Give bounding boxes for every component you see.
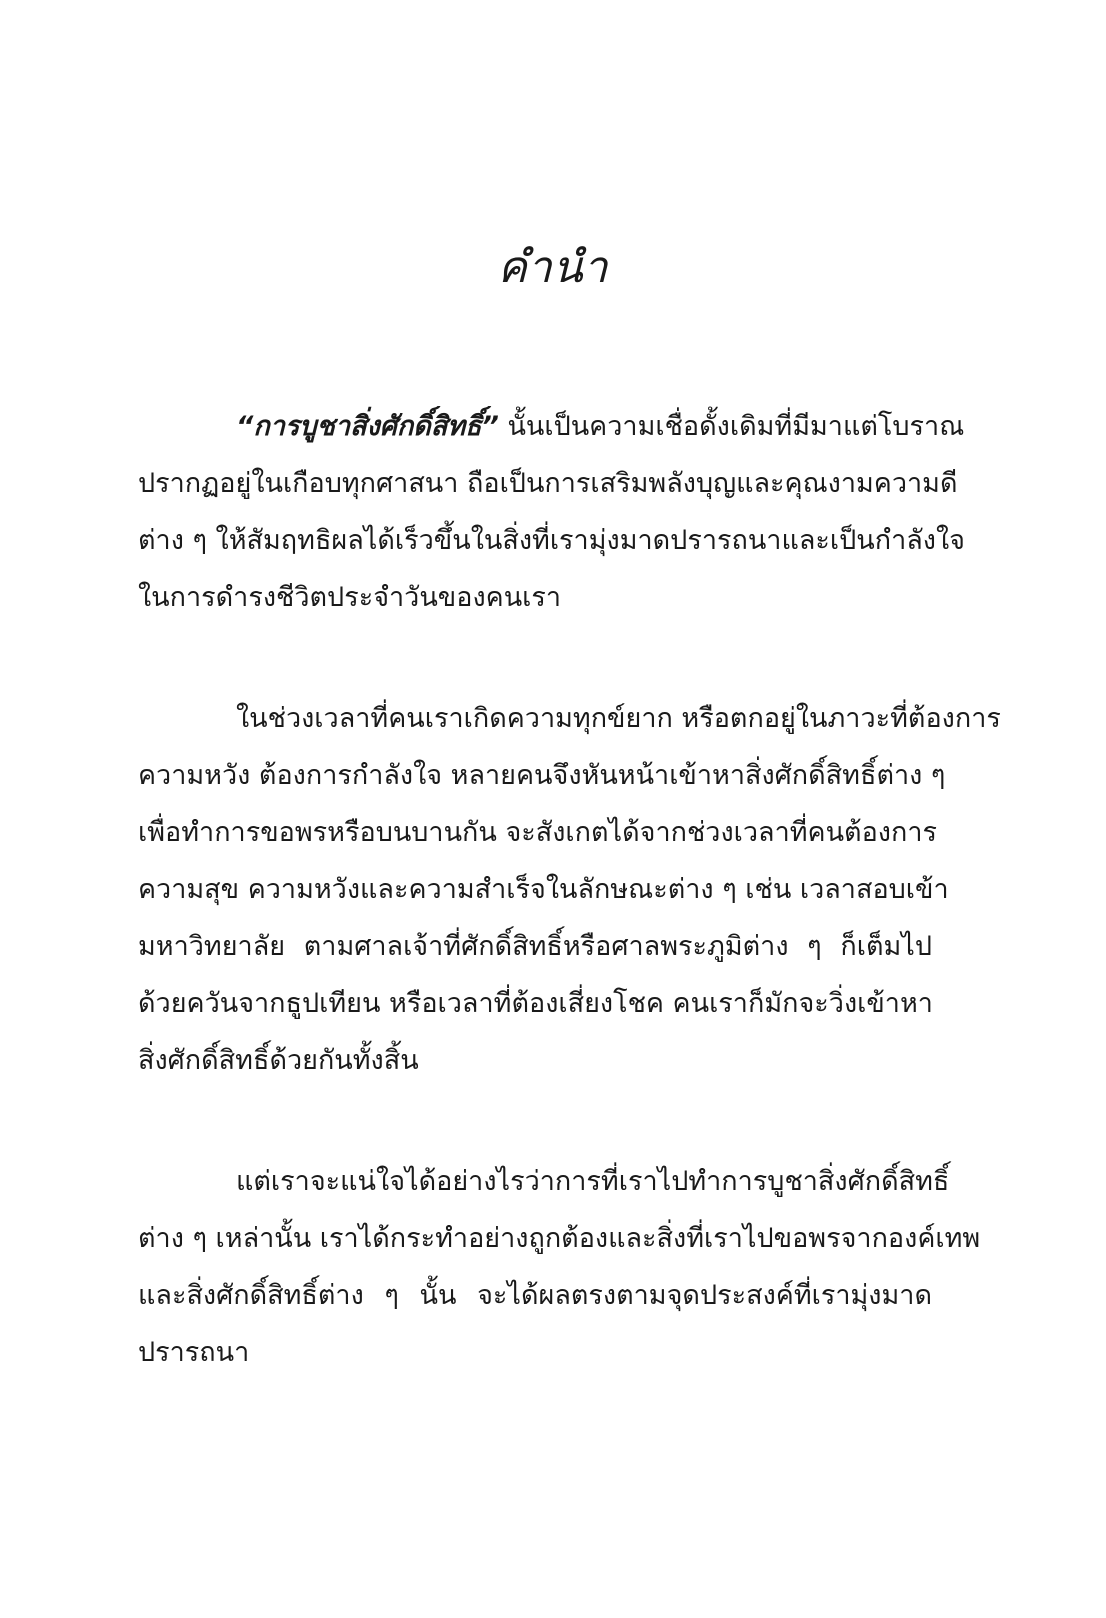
paragraph-line [138,398,965,455]
paragraph-line: ในการดำรงชีวิตประจำวันของคนเรา [138,582,562,613]
paragraph-line: ต่าง ๆ เหล่านั้น เราได้กระทำอย่างถูกต้องและสิ่งที่เราไปขอพรจากองค์เทพ [138,1223,981,1254]
paragraph-3 [138,1153,981,1381]
paragraph-2 [138,690,1001,1089]
paragraph-line: ปรากฏอยู่ในเกือบทุกศาสนา ถือเป็นการเสริมพลังบุญและคุณงามความดี [138,468,958,499]
paragraph-line: ด้วยควันจากธูปเทียน หรือเวลาที่ต้องเสี่ยงโชค คนเราก็มักจะวิ่งเข้าหา [138,988,933,1019]
paragraph-line: ปรารถนา [138,1337,250,1368]
paragraph-1 [138,398,965,626]
paragraph-line: สิ่งศักดิ์สิทธิ์ด้วยกันทั้งสิ้น [138,1045,419,1076]
paragraph-line: แต่เราจะแน่ใจได้อย่างไรว่าการที่เราไปทำการบูชาสิ่งศักดิ์สิทธิ์ [236,1166,950,1197]
paragraph-line: ความสุข ความหวังและความสำเร็จในลักษณะต่าง ๆ เช่น เวลาสอบเข้า [138,874,949,905]
emphasized-phrase: “การบูชาสิ่งศักดิ์สิทธิ์” [236,411,499,442]
paragraph-line: และสิ่งศักดิ์สิทธิ์ต่าง ๆ นั้น จะได้ผลตรงตามจุดประสงค์ที่เรามุ่งมาด [138,1280,932,1311]
line-text: นั้นเป็นความเชื่อดั้งเดิมที่มีมาแต่โบราณ [498,411,965,442]
paragraph-line: ต่าง ๆ ให้สัมฤทธิผลได้เร็วขึ้นในสิ่งที่เรามุ่งมาดปรารถนาและเป็นกำลังใจ [138,525,965,556]
paragraph-line: มหาวิทยาลัย ตามศาลเจ้าที่ศักดิ์สิทธิ์หรือศาลพระภูมิต่าง ๆ ก็เต็มไป [138,931,932,962]
paragraph-line: ความหวัง ต้องการกำลังใจ หลายคนจึงหันหน้าเข้าหาสิ่งศักดิ์สิทธิ์ต่าง ๆ [138,760,946,791]
paragraph-line: เพื่อทำการขอพรหรือบนบานกัน จะสังเกตได้จากช่วงเวลาที่คนต้องการ [138,817,938,848]
page-title: คำนำ [497,242,609,293]
paragraph-line: ในช่วงเวลาที่คนเราเกิดความทุกข์ยาก หรือตกอยู่ในภาวะที่ต้องการ [236,703,1001,734]
